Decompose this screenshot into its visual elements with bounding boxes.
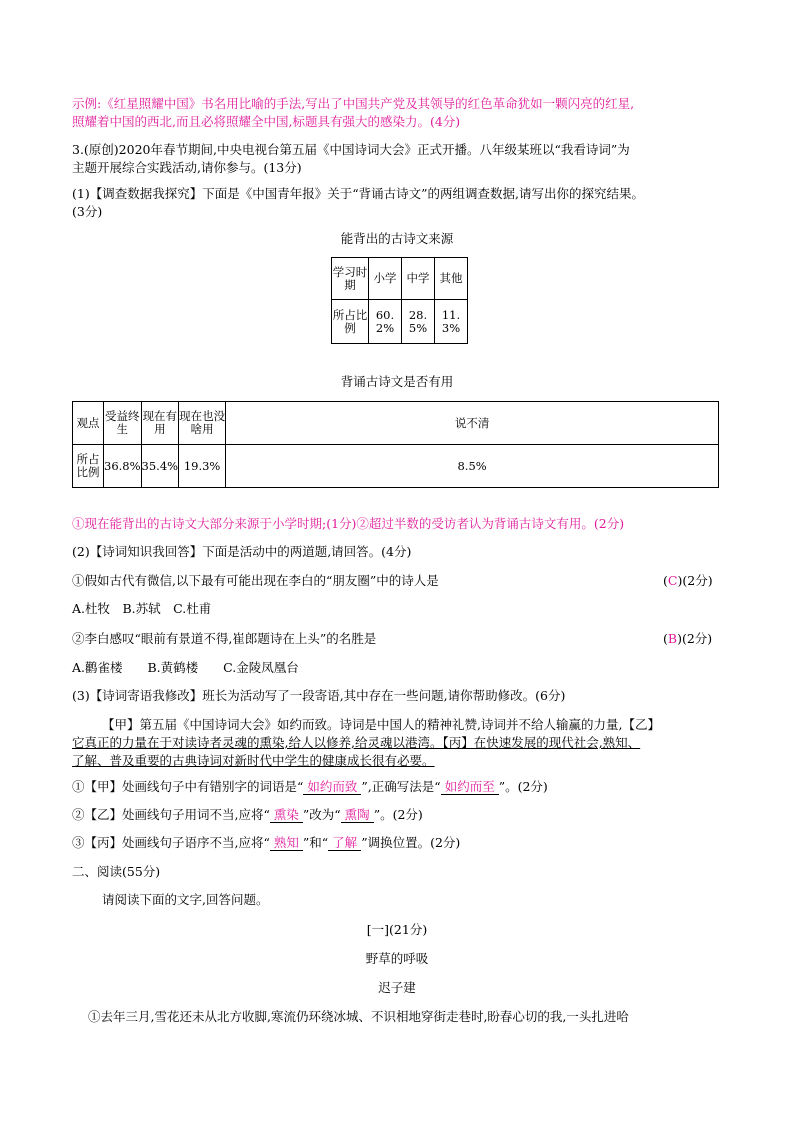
table1-header-cell: 中学 xyxy=(402,258,435,300)
q3-stem-line-1: 3.(原创)2020年春节期间,中央电视台第五届《中国诗词大会》正式开播。八年级某班以“我看诗词”为 xyxy=(72,142,630,157)
table1-cell: 28.5% xyxy=(402,300,435,344)
part2-q2-answer-slot: (B)(2分) xyxy=(663,631,713,646)
part3-head: (3)【诗词寄语我修改】班长为活动写了一段寄语,其中存在一些问题,请你帮助修改。(6分) xyxy=(72,688,566,703)
part3-fix3-prompt: ③【丙】处画线句子语序不当,应将“ xyxy=(72,835,270,850)
part3-fix1-mid: ”,正确写法是“ xyxy=(361,779,441,794)
q3-part1-line-2: (3分) xyxy=(72,204,103,219)
part3-passage-jia: 【甲】第五届《中国诗词大会》如约而致。诗词是中国人的精神礼赞,诗词并不给人输赢的力量, xyxy=(102,717,623,732)
part3-passage-yi-label: 【乙】 xyxy=(622,717,660,732)
reading-part-label: [一](21分) xyxy=(366,922,428,937)
part3-fix1 xyxy=(72,778,548,796)
article-paragraph-1: ①去年三月,雪花还未从北方收脚,寒流仍环绕冰城、不识相地穿街走巷时,盼春心切的我,一头扎进哈 xyxy=(88,1009,629,1024)
part2-q1-options: A.杜牧 B.苏轼 C.杜甫 xyxy=(72,601,212,616)
part3-passage-bing-start: 【丙】在快速发展的现代社会,熟知、 xyxy=(442,735,641,750)
part3-fix3-mid: ”和“ xyxy=(302,835,329,850)
article-author: 迟子建 xyxy=(378,980,416,995)
reading-section-heading: 二、阅读(55分) xyxy=(72,864,161,879)
part3-fix2-score: ”。(2分) xyxy=(373,807,423,822)
part2-q2: ②李白感叹“眼前有景道不得,崔郎题诗在上头”的名胜是 xyxy=(72,631,377,646)
part2-q1: ①假如古代有微信,以下最有可能出现在李白的“朋友圈”中的诗人是 xyxy=(72,573,439,588)
table2-header-cell: 观点 xyxy=(73,402,104,445)
table2-cell: 19.3% xyxy=(179,445,226,488)
table2-cell: 8.5% xyxy=(226,445,719,488)
table2-cell: 所占比例 xyxy=(73,445,104,488)
part3-passage-line-1 xyxy=(102,716,660,734)
part3-fix2-answer-from: 熏染 xyxy=(270,807,303,823)
part3-fix3-answer-b: 了解 xyxy=(328,835,361,851)
intro-answer-line-2: 照耀着中国的西北,而且必将照耀全中国,标题具有强大的感染力。(4分) xyxy=(72,114,461,129)
table1-header-cell: 学习时期 xyxy=(332,258,369,300)
table2-header-cell: 现在有用 xyxy=(141,402,179,445)
part2-q1-answer: C xyxy=(667,573,678,588)
part2-head: (2)【诗词知识我回答】下面是活动中的两道题,请回答。(4分) xyxy=(72,544,412,559)
part3-fix3 xyxy=(72,834,460,852)
part3-fix2-answer-to: 熏陶 xyxy=(341,807,374,823)
part3-fix2-mid: ”改为“ xyxy=(302,807,341,822)
part3-fix1-score: ”。(2分) xyxy=(498,779,548,794)
table2-header-cell: 说不清 xyxy=(226,402,719,445)
table2-title: 背诵古诗文是否有用 xyxy=(340,374,454,389)
table2-cell: 36.8% xyxy=(104,445,142,488)
intro-answer-line-1: 示例:《红星照耀中国》书名用比喻的手法,写出了中国共产党及其领导的红色革命犹如一颗闪亮的红星, xyxy=(72,96,635,111)
table2-header-cell: 现在也没啥用 xyxy=(179,402,226,445)
table1-header-cell: 其他 xyxy=(435,258,468,300)
table2-header-cell: 受益终生 xyxy=(104,402,142,445)
part3-fix1-answer-wrong: 如约而致 xyxy=(303,779,361,795)
table1-header-cell: 小学 xyxy=(369,258,402,300)
part3-passage-line-2 xyxy=(72,734,640,752)
table2-cell: 35.4% xyxy=(141,445,179,488)
part3-passage-line-3 xyxy=(72,752,435,770)
part2-q2-answer: B xyxy=(667,631,678,646)
table1-cell: 60.2% xyxy=(369,300,402,344)
part3-fix1-prompt: ①【甲】处画线句子中有错别字的词语是“ xyxy=(72,779,304,794)
part2-q1-answer-slot: (C)(2分) xyxy=(663,573,713,588)
part3-passage-yi: 它真正的力量在于对读诗者灵魂的熏染,给人以修养,给灵魂以港湾。 xyxy=(72,735,443,750)
q3-stem-line-2: 主题开展综合实践活动,请你参与。(13分) xyxy=(72,160,302,175)
part3-passage-bing-end: 了解、普及重要的古典诗词对新时代中学生的健康成长很有必要。 xyxy=(72,753,435,768)
part3-fix3-score: ”调换位置。(2分) xyxy=(361,835,461,850)
article-title: 野草的呼吸 xyxy=(365,951,429,966)
table1-cell: 11.3% xyxy=(435,300,468,344)
q3-part1-line-1: (1)【调查数据我探究】下面是《中国青年报》关于“背诵古诗文”的两组调查数据,请写出你的探究结果。 xyxy=(72,186,644,201)
reading-instruction: 请阅读下面的文字,回答问题。 xyxy=(102,892,269,907)
table1-cell: 所占比例 xyxy=(332,300,369,344)
table1-title: 能背出的古诗文来源 xyxy=(340,231,454,246)
part1-answer: ①现在能背出的古诗文大部分来源于小学时期;(1分)②超过半数的受访者认为背诵古诗文有用。(2分) xyxy=(72,516,625,531)
part3-fix2-prompt: ②【乙】处画线句子用词不当,应将“ xyxy=(72,807,270,822)
part2-q2-score: (2分) xyxy=(681,631,713,646)
part3-fix2 xyxy=(72,806,423,824)
part3-fix3-answer-a: 熟知 xyxy=(270,835,303,851)
part2-q2-options: A.鹳雀楼 B.黄鹤楼 C.金陵凤凰台 xyxy=(72,660,299,675)
usefulness-table xyxy=(72,401,719,488)
source-table xyxy=(331,257,468,344)
part2-q1-score: (2分) xyxy=(682,573,713,588)
part3-fix1-answer-correct: 如约而至 xyxy=(441,779,499,795)
